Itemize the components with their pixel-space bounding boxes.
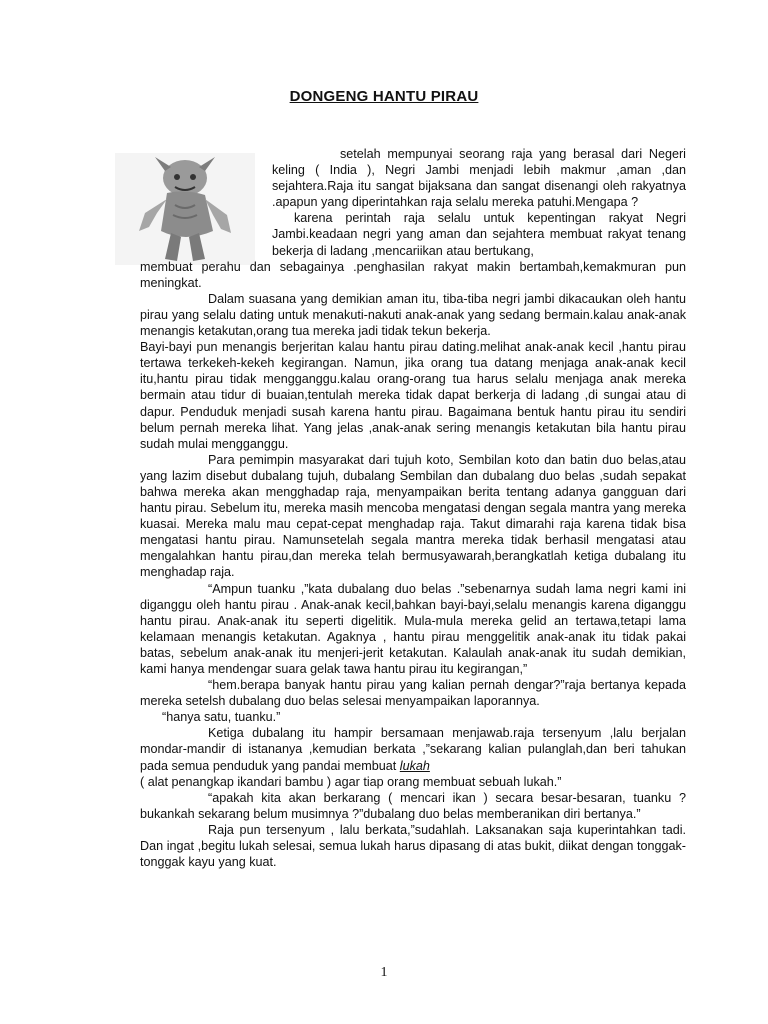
page-number: 1 xyxy=(380,965,388,980)
paragraph-4: Bayi-bayi pun menangis berjeritan kalau hantu pirau dating.melihat anak-anak kecil ,hantu pirau tertawa terkekeh-kekeh kegirangan. Namun, jika orang tua datang menjaga anak-anak kecil itu,hantu pirau tidak mengganggu.kalau orang-orang tua harus selalu menjaga anak mereka bermain atau tidur di buaian,tentulah mereka tidak dapat berkerja di ladang ,di sungai atau di dapur. Penduduk menjadi susah karena hantu pirau. Bagaimana bentuk hantu pirau itu sendiri belum pernah mereka lihat. Yang jelas ,anak-anak sering menangis ketakutan bila hantu pirau sudah mulai mengganggu. xyxy=(140,340,686,451)
paragraph-9-continued: ( alat penangkap ikandari bambu ) agar tiap orang membuat sebuah lukah.” xyxy=(140,774,562,789)
paragraph-2-end: membuat perahu dan sebagainya .penghasilan rakyat makin bertambah,kemakmuran pun meningkat. xyxy=(140,259,686,290)
lukah-term: lukah xyxy=(399,758,430,773)
paragraph-6: “Ampun tuanku ,”kata dubalang duo belas .”sebenarnya sudah lama negri kami ini diganggu oleh hantu pirau . Anak-anak kecil,bahkan bayi-bayi,selalu menangis karena diganggu hantu pirau. Anak-anak itu seperti digelitik. Mula-mula mereka gelid an tertawa,tetapi lama kelamaan menangis ketakutan. Agaknya , hantu pirau menggelitik anak-anak itu tidak pakai batas, sebelum anak-anak itu menjeri-jerit ketakutan. Kalaulah anak-anak itu sudah demikian, kami hanya mendengar suara gelak tawa hantu pirau itu kegirangan,” xyxy=(140,581,686,676)
paragraph-3: Dalam suasana yang demikian aman itu, tiba-tiba negri jambi dikacaukan oleh hantu pirau yang selalu dating untuk menakuti-nakuti anak-anak yang sedang bermain.kalau anak-anak menangis ketakutan,orang tua mereka jadi tidak tekun bekerja. xyxy=(140,291,686,339)
paragraph-1: setelah mempunyai seorang raja yang berasal dari Negeri keling ( India ), Negri Jambi menjadi lebih makmur ,aman ,dan sejahtera.Raja itu sangat bijaksana dan sangat disenangi oleh rakyatnya .apapun yang diperintahkan raja selalu mereka patuhi.Mengapa ? xyxy=(272,147,686,210)
story-body xyxy=(140,146,686,870)
paragraph-10: “apakah kita akan berkarang ( mencari ikan ) secara besar-besaran, tuanku ? bukankah sekarang belum musimnya ?”dubalang duo belas memberanikan diri bertanya.” xyxy=(140,790,686,821)
paragraph-11: Raja pun tersenyum , lalu berkata,”sudahlah. Laksanakan saja kuperintahkan tadi. Dan ingat ,begitu lukah selesai, semua lukah harus dipasang di atas bukit, diikat dengan tonggak-tonggak kayu yang kuat. xyxy=(140,822,686,870)
paragraph-8: “hanya satu, tuanku.” xyxy=(162,710,281,725)
paragraph-7: “hem.berapa banyak hantu pirau yang kalian pernah dengar?”raja bertanya kepada mereka setelsh dubalang duo belas selesai menyampaikan laporannya. xyxy=(140,678,686,709)
paragraph-2-start: karena perintah raja selalu untuk kepentingan rakyat Negri Jambi.keadaan negri yang aman dan sejahtera membuat rakyat tenang bekerja di ladang ,mencariikan atau bertukang, xyxy=(272,211,686,258)
paragraph-5: Para pemimpin masyarakat dari tujuh koto, Sembilan koto dan batin duo belas,atau yang lazim disebut dubalang tujuh, dubalang Sembilan dan dubalang duo belas ,sudah sepakat bahwa mereka akan mengghadap raja, menyampaikan berita tentang adanya gangguan dari hantu pirau. Sebelum itu, mereka masih mencoba mengatasi dengan segala mantra yang mereka kuasai. Mereka malu mau cepat-cepat menghadap raja. Takut dimarahi raja karena tidak bisa mengatasi hantu pirau. Namunsetelah segala mantra mereka tidak berhasil mengatasi atau mengalahkan hantu pirau,dan mereka telah bermusyawarah,berangkatlah ketiga dubalang itu menghadap raja. xyxy=(140,452,686,580)
paragraph-9-text: Ketiga dubalang itu hampir bersamaan menjawab.raja tersenyum ,lalu berjalan mondar-mandir di istananya ,kemudian berkata ,”sekarang kalian pulanglah,dan beri tahukan pada semua penduduk yang pandai membuat xyxy=(140,726,686,773)
document-title: DONGENG HANTU PIRAU xyxy=(289,88,479,105)
wrapped-text-block xyxy=(272,146,686,259)
paragraph-9 xyxy=(140,725,686,773)
